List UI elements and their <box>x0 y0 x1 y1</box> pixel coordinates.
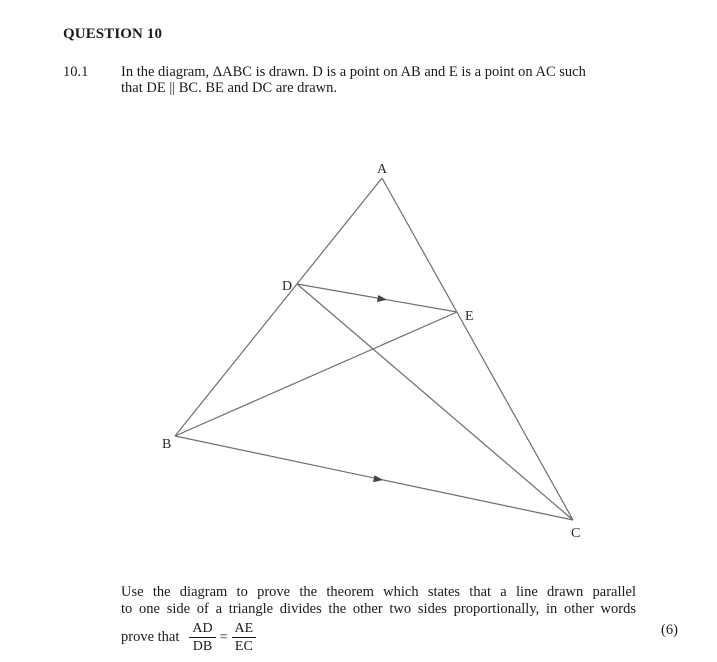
label-c: C <box>571 526 581 541</box>
label-d: D <box>282 279 293 294</box>
label-b: B <box>162 437 172 452</box>
instruction-line-2: to one side of a triangle divides the other two sides proportionally, in other words <box>121 600 636 617</box>
fraction-denominator: EC <box>234 639 253 654</box>
segment-ac <box>382 178 573 520</box>
fraction-denominator: DB <box>192 639 213 654</box>
segment-be <box>175 312 457 436</box>
fraction-ad-db <box>189 620 215 655</box>
label-e: E <box>465 309 474 324</box>
instruction-text <box>121 584 636 617</box>
question-text-line-1: In the diagram, ΔABC is drawn. D is a point on AB and E is a point on AC such <box>121 64 586 80</box>
segment-ab <box>175 178 382 436</box>
segment-de <box>297 284 457 312</box>
label-a: A <box>377 162 388 177</box>
parallel-arrow-de-icon <box>377 295 387 302</box>
question-number: 10.1 <box>63 64 89 80</box>
prove-statement <box>121 620 258 655</box>
fraction-ae-ec <box>232 620 257 655</box>
instruction-line-1: Use the diagram to prove the theorem which states that a line drawn parallel <box>121 584 636 600</box>
fraction-numerator: AE <box>232 620 257 638</box>
question-heading: QUESTION 10 <box>63 26 163 42</box>
prove-prefix: prove that <box>121 629 180 645</box>
marks-allocation: (6) <box>661 622 678 638</box>
segment-dc <box>297 284 573 520</box>
fraction-numerator: AD <box>189 620 215 638</box>
parallel-arrow-bc-icon <box>373 475 383 482</box>
question-text-line-2: that DE || BC. BE and DC are drawn. <box>121 80 338 96</box>
equals-sign: = <box>219 629 228 645</box>
